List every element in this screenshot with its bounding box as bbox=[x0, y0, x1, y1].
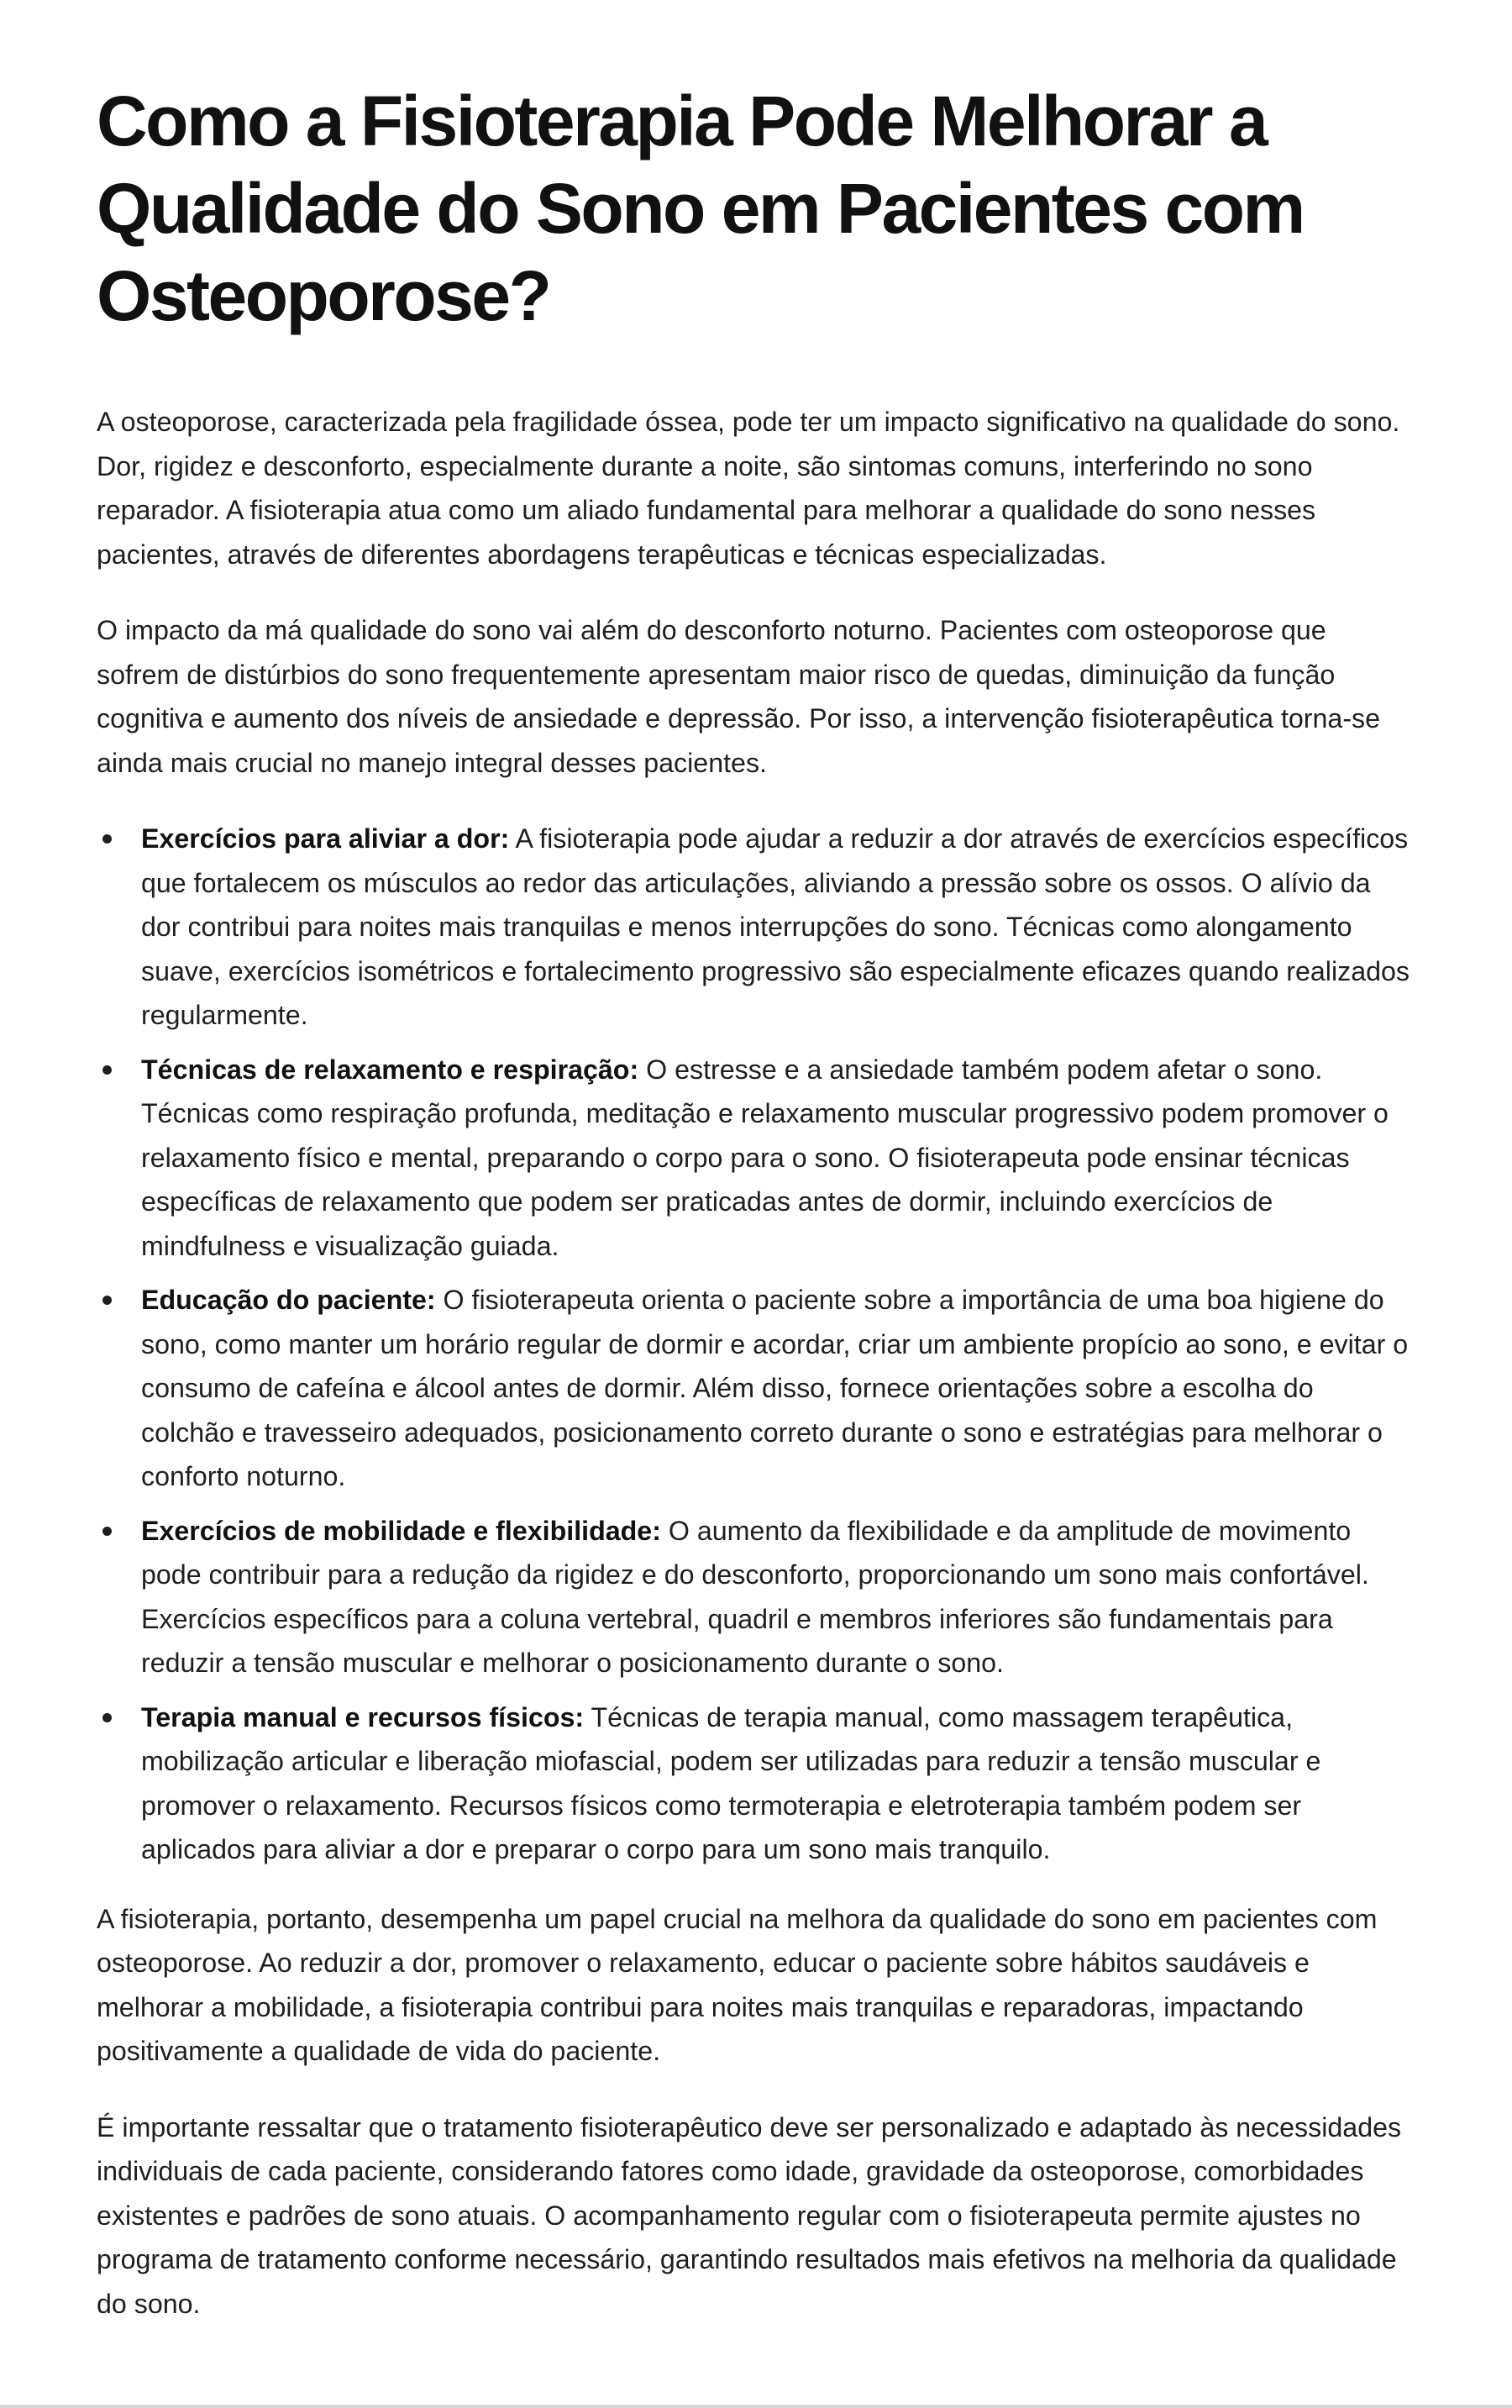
article bbox=[97, 77, 1411, 2326]
intro-paragraph-2: O impacto da má qualidade do sono vai além do desconforto noturno. Pacientes com osteoporose que sofrem de distúrbios do sono frequentemente apresentam maior risco de quedas, diminuição da função cognitiva e aumento dos níveis de ansiedade e depressão. Por isso, a intervenção fisioterapêutica torna-se ainda mais crucial no manejo integral desses pacientes. bbox=[97, 615, 1381, 778]
list-item-heading: Educação do paciente: bbox=[141, 1285, 436, 1315]
intro-paragraph-1: A osteoporose, caracterizada pela fragilidade óssea, pode ter um impacto significativo na qualidade do sono. Dor, rigidez e desconforto, especialmente durante a noite, são sintomas comuns, interferindo no sono reparador. A fisioterapia atua como um aliado fundamental para melhorar a qualidade do sono nesses pacientes, através de diferentes abordagens terapêuticas e técnicas especializadas. bbox=[97, 407, 1400, 570]
closing-paragraph-2: É importante ressaltar que o tratamento fisioterapêutico deve ser personalizado e adaptado às necessidades individuais de cada paciente, considerando fatores como idade, gravidade da osteoporose, comorbidades existentes e padrões de sono atuais. O acompanhamento regular com o fisioterapeuta permite ajustes no programa de tratamento conforme necessário, garantindo resultados mais efetivos na melhoria da qualidade do sono. bbox=[97, 2111, 1402, 2319]
bullet-icon bbox=[102, 1527, 112, 1536]
list-item-heading: Técnicas de relaxamento e respiração: bbox=[141, 1054, 639, 1085]
list-item-heading: Exercícios para aliviar a dor: bbox=[141, 823, 510, 854]
list-item-text: A fisioterapia pode ajudar a reduzir a dor através de exercícios específicos que fortalecem os músculos ao redor das articulações, aliviando a pressão sobre os ossos. O alívio da dor contribui para noites mais tranquilas e menos interrupções do sono. Técnicas como alongamento suave, exercícios isométricos e fortalecimento progressivo são especialmente eficazes quando realizados regularmente. bbox=[141, 823, 1410, 1030]
list-item-heading: Terapia manual e recursos físicos: bbox=[141, 1701, 585, 1732]
bullet-icon bbox=[102, 1713, 112, 1722]
list-item bbox=[97, 1696, 1411, 1872]
list-item-heading: Exercícios de mobilidade e flexibilidade: bbox=[141, 1515, 661, 1546]
bullet-icon bbox=[102, 834, 112, 844]
list-item bbox=[97, 1048, 1411, 1269]
benefits-list bbox=[97, 817, 1411, 1872]
bullet-icon bbox=[102, 1296, 112, 1305]
list-item-text: O estresse e a ansiedade também podem afetar o sono. Técnicas como respiração profunda, meditação e relaxamento muscular progressivo podem promover o relaxamento físico e mental, preparando o corpo para o sono. O fisioterapeuta pode ensinar técnicas específicas de relaxamento que podem ser praticadas antes de dormir, incluindo exercícios de mindfulness e visualização guiada. bbox=[141, 1054, 1389, 1261]
bottom-divider bbox=[0, 2405, 1512, 2408]
list-item bbox=[97, 1278, 1411, 1499]
article-title: Como a Fisioterapia Pode Melhorar a Qualidade do Sono em Pacientes com Osteoporose? bbox=[97, 81, 1304, 335]
list-item-text: O aumento da flexibilidade e da amplitude de movimento pode contribuir para a redução da rigidez e do desconforto, proporcionando um sono mais confortável. Exercícios específicos para a coluna vertebral, quadril e membros inferiores são fundamentais para reduzir a tensão muscular e melhorar o posicionamento durante o sono. bbox=[141, 1515, 1369, 1678]
list-item-text: O fisioterapeuta orienta o paciente sobre a importância de uma boa higiene do sono, como manter um horário regular de dormir e acordar, criar um ambiente propício ao sono, e evitar o consumo de cafeína e álcool antes de dormir. Além disso, fornece orientações sobre a escolha do colchão e travesseiro adequados, posicionamento correto durante o sono e estratégias para melhorar o conforto noturno. bbox=[141, 1285, 1409, 1491]
closing-paragraph-1: A fisioterapia, portanto, desempenha um papel crucial na melhora da qualidade do sono em pacientes com osteoporose. Ao reduzir a dor, promover o relaxamento, educar o paciente sobre hábitos saudáveis e melhorar a mobilidade, a fisioterapia contribui para noites mais tranquilas e reparadoras, impactando positivamente a qualidade de vida do paciente. bbox=[97, 1903, 1378, 2066]
list-item bbox=[97, 1509, 1411, 1685]
bullet-icon bbox=[102, 1065, 112, 1075]
list-item-text: Técnicas de terapia manual, como massagem terapêutica, mobilização articular e liberação miofascial, podem ser utilizadas para reduzir a tensão muscular e promover o relaxamento. Recursos físicos como termoterapia e eletroterapia também podem ser aplicados para aliviar a dor e preparar o corpo para um sono mais tranquilo. bbox=[141, 1701, 1321, 1864]
list-item bbox=[97, 817, 1411, 1038]
